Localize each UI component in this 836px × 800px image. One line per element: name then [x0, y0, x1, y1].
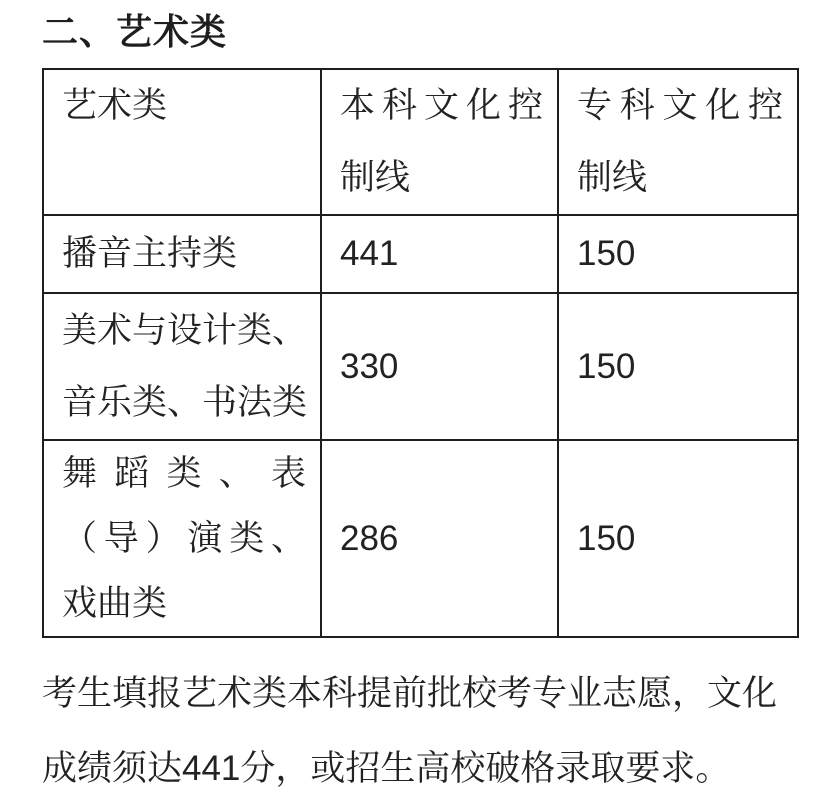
- table-row: [43, 293, 798, 440]
- table-row: [43, 440, 798, 637]
- footnote-line: 考生填报艺术类本科提前批校考专业志愿，文化: [42, 674, 778, 713]
- zhuanke-value-cell: [558, 215, 798, 293]
- category-line: 音乐类、书法类: [62, 382, 308, 422]
- header-category-label: 艺术类: [62, 86, 168, 125]
- zhuanke-value: 150: [577, 518, 636, 558]
- table-header-row: [43, 69, 798, 215]
- section-title: 二、艺术类: [42, 11, 228, 52]
- header-cell-category: [43, 69, 321, 215]
- benke-value: 330: [340, 346, 399, 386]
- category-line: 播音主持类: [62, 234, 238, 273]
- header-cell-benke: [321, 69, 558, 215]
- table-row: [43, 215, 798, 293]
- benke-value-cell: [321, 293, 558, 440]
- zhuanke-value: 150: [577, 234, 636, 273]
- category-cell: [43, 440, 321, 637]
- zhuanke-value-cell: [558, 440, 798, 637]
- header-zhuanke-line1: 专科文化控: [577, 86, 783, 125]
- category-line: （导）演类、: [62, 519, 306, 558]
- footnote: [42, 656, 798, 800]
- benke-value: 286: [340, 518, 399, 558]
- category-line: 舞蹈类、表: [62, 454, 306, 493]
- category-line: 美术与设计类、: [62, 310, 308, 350]
- zhuanke-value: 150: [577, 346, 636, 386]
- benke-value-cell: [321, 215, 558, 293]
- header-benke-line1: 本科文化控: [340, 86, 543, 125]
- benke-value: 441: [340, 234, 399, 273]
- footnote-line: 成绩须达441分，或招生高校破格录取要求。: [42, 749, 731, 788]
- header-cell-zhuanke: [558, 69, 798, 215]
- header-benke-line2: 制线: [340, 158, 411, 197]
- benke-value-cell: [321, 440, 558, 637]
- category-cell: [43, 293, 321, 440]
- header-zhuanke-line2: 制线: [577, 158, 648, 197]
- zhuanke-value-cell: [558, 293, 798, 440]
- art-score-table: [42, 68, 799, 638]
- category-line: 戏曲类: [62, 584, 168, 623]
- category-cell: [43, 215, 321, 293]
